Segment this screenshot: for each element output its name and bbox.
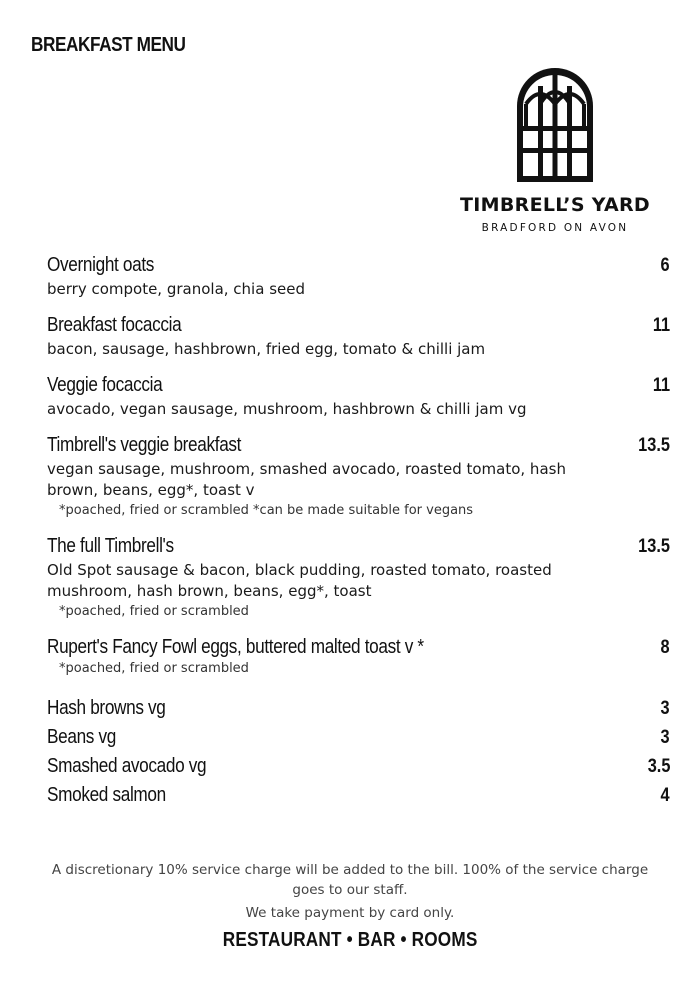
logo <box>440 66 670 234</box>
page-title: BREAKFAST MENU <box>31 34 186 56</box>
menu-list <box>47 254 670 813</box>
item-name: Breakfast focaccia <box>47 314 182 336</box>
menu-item <box>47 535 670 622</box>
item-note: *poached, fried or scrambled <box>59 661 249 676</box>
arched-window-icon <box>514 66 596 184</box>
menu-item <box>47 374 670 420</box>
payment-note: We take payment by card only. <box>245 905 455 921</box>
side-item <box>47 726 670 749</box>
footer-tagline: RESTAURANT • BAR • ROOMS <box>222 929 478 951</box>
item-price: 8 <box>660 637 670 658</box>
item-name: Veggie focaccia <box>47 374 163 396</box>
side-price: 3 <box>660 727 670 748</box>
item-price: 11 <box>652 315 670 336</box>
service-charge-note: A discretionary 10% service charge will be added to the bill. 100% of the service charge goes to our staff. <box>51 862 649 898</box>
item-name: The full Timbrell's <box>47 535 174 557</box>
menu-item <box>47 636 670 679</box>
side-name: Smoked salmon <box>47 784 166 806</box>
item-description: Old Spot sausage & bacon, black pudding, roasted tomato, roasted mushroom, hash brown, beans, egg*, toast <box>47 561 552 600</box>
item-price: 6 <box>660 255 670 276</box>
logo-tagline: BRADFORD ON AVON <box>481 222 629 234</box>
item-price: 11 <box>652 375 670 396</box>
item-description: berry compote, granola, chia seed <box>47 280 305 298</box>
item-price: 13.5 <box>638 536 670 557</box>
item-description: bacon, sausage, hashbrown, fried egg, tomato & chilli jam <box>47 340 486 358</box>
side-price: 4 <box>660 785 670 806</box>
side-item <box>47 697 670 720</box>
side-price: 3.5 <box>647 756 670 777</box>
item-description: vegan sausage, mushroom, smashed avocado, roasted tomato, hash brown, beans, egg*, toast v <box>47 460 566 499</box>
item-name: Timbrell's veggie breakfast <box>47 434 242 456</box>
item-name: Rupert's Fancy Fowl eggs, buttered malted toast v * <box>47 636 424 658</box>
menu-item <box>47 254 670 300</box>
menu-item <box>47 314 670 360</box>
item-note: *poached, fried or scrambled *can be made suitable for vegans <box>59 503 474 518</box>
side-name: Smashed avocado vg <box>47 755 207 777</box>
logo-name: TIMBRELL’S YARD <box>460 194 650 216</box>
footer <box>36 860 664 952</box>
side-item <box>47 784 670 807</box>
side-price: 3 <box>660 698 670 719</box>
menu-item <box>47 434 670 521</box>
item-description: avocado, vegan sausage, mushroom, hashbrown & chilli jam vg <box>47 400 527 418</box>
side-name: Beans vg <box>47 726 116 748</box>
item-name: Overnight oats <box>47 254 155 276</box>
side-item <box>47 755 670 778</box>
item-note: *poached, fried or scrambled <box>59 604 249 619</box>
item-price: 13.5 <box>638 435 670 456</box>
side-name: Hash browns vg <box>47 697 166 719</box>
